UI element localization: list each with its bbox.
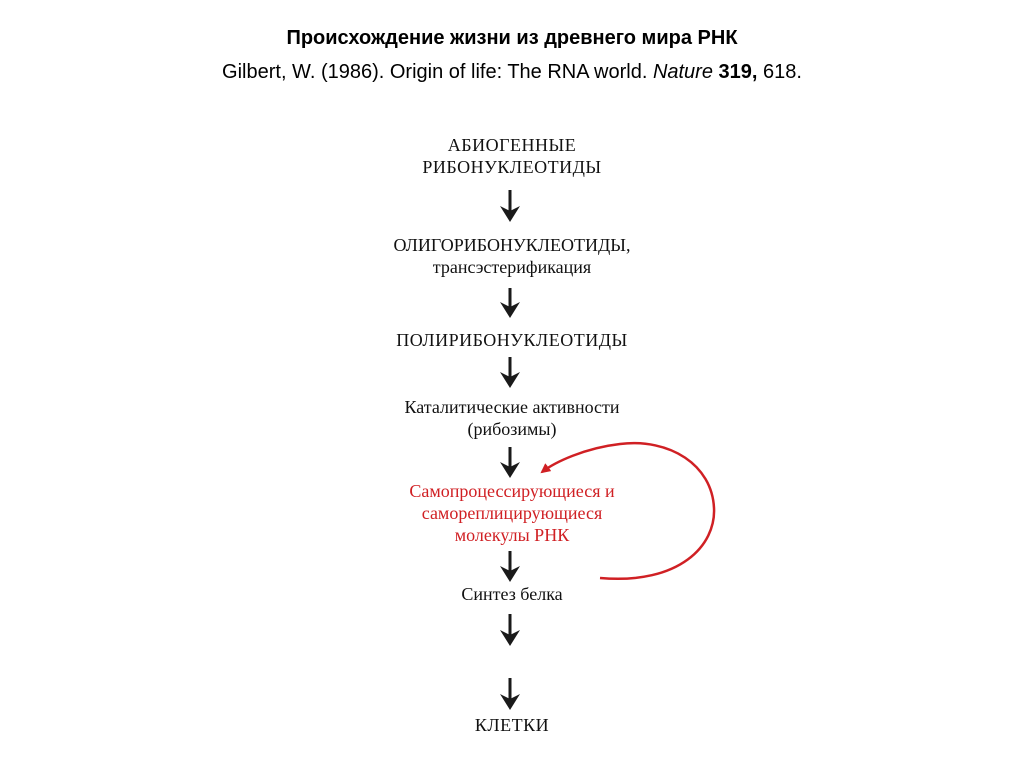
citation-volume: 319, — [718, 61, 758, 83]
node-oligo-line1: ОЛИГОРИБОНУКЛЕОТИДЫ, — [393, 235, 631, 255]
node-poly-line: ПОЛИРИБОНУКЛЕОТИДЫ — [396, 330, 628, 350]
down-arrow-3 — [500, 357, 520, 388]
node-self-line3: молекулы РНК — [454, 525, 570, 545]
node-self-line2: самореплицирующиеся — [421, 503, 603, 523]
down-arrow-2 — [500, 288, 520, 318]
down-arrow-5 — [500, 551, 520, 582]
node-oligo-line2: трансэстерификация — [432, 257, 592, 277]
node-catalytic-line2: (рибозимы) — [467, 419, 557, 439]
feedback-loop-arrow — [542, 443, 714, 579]
page-title: Происхождение жизни из древнего мира РНК — [286, 27, 738, 49]
down-arrow-4 — [500, 447, 520, 478]
citation-text: Gilbert, W. (1986). Origin of life: The RNA world. — [222, 61, 648, 83]
citation-page: 618. — [763, 61, 802, 83]
node-protein-line: Синтез белка — [461, 584, 563, 604]
down-arrow-6 — [500, 614, 520, 646]
down-arrow-1 — [500, 190, 520, 222]
down-arrow-7 — [500, 678, 520, 710]
citation-journal: Nature — [652, 61, 713, 83]
node-cells-line: КЛЕТКИ — [474, 715, 550, 735]
node-catalytic-line1: Каталитические активности — [404, 397, 620, 417]
node-self-line1: Самопроцессирующиеся и — [409, 481, 615, 501]
node-abiogenic-line2: РИБОНУКЛЕОТИДЫ — [422, 157, 602, 177]
node-abiogenic-line1: АБИОГЕННЫЕ — [447, 135, 577, 155]
